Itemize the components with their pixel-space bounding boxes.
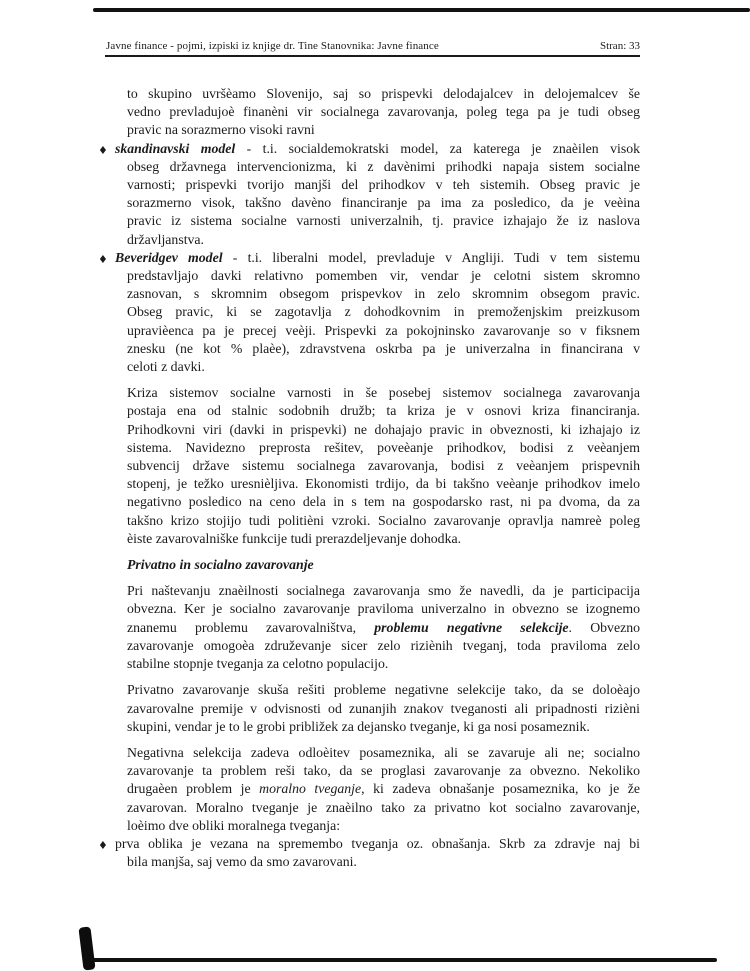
- header-title: Javne finance - pojmi, izpiski iz knjige dr. Tine Stanovnika: Javne finance: [106, 40, 439, 52]
- text-line: stopenj, je težko uresnièljiva. Ekonomisti trdijo, da bi takšno veèanje prihodkov imelo: [127, 476, 640, 492]
- bullet-diamond-icon: ♦: [98, 143, 108, 157]
- paragraph-privatno-zavarovanje: [127, 681, 640, 736]
- text-line: zavarovalne premije v odvisnosti od zunanjih znakov tveganosti ali pripadnosti rizièni: [127, 700, 640, 716]
- text-line: stabilne stopnje tveganja za celotno populacijo.: [127, 656, 389, 672]
- bullet-skandinavski-model: [98, 140, 640, 249]
- text-line: Privatno zavarovanje skuša rešiti probleme negativne selekcije tako, da se doloèajo: [127, 682, 640, 698]
- text-line: zasnovan, s skromnim obsegom prispevkov in zelo skromnim obsegom pravic.: [127, 286, 640, 302]
- bullet-beveridgev-model: [98, 249, 640, 376]
- text-line: zavarovan. Moralno tveganje je znaèilno tako za privatno kot socialno zavarovanje,: [127, 799, 640, 815]
- continued-list-item: [127, 85, 640, 140]
- text-line: pravic iz sistema socialne varnosti univerzalnih, tj. pravice izhajajo že iz naslova: [127, 213, 640, 229]
- text-line: drugaèen problem je moralno tveganje, ki zadeva obnašanje posameznika, ko je že: [127, 781, 640, 797]
- text-line: predstavljajo davki relativno pomemben vir, vendar je celotni sistem skromno: [127, 268, 640, 284]
- text-line: znesku (ne kot % plaèe), zdravstvena oskrba pa je univerzalna in financirana v: [127, 340, 640, 356]
- text-line: Kriza sistemov socialne varnosti in še posebej sistemov socialnega zavarovanja: [127, 385, 640, 401]
- text-line: celoti z davki.: [127, 359, 205, 375]
- paragraph-pri-nastevanju: [127, 582, 640, 673]
- text-line: takšno krizo stojijo tudi politièni vzroki. Socialno zavarovanje opravlja namreè poleg: [127, 512, 640, 528]
- scan-artifact-bottom-edge: [90, 958, 717, 962]
- text-line: negativno posledico na ceno dela in s tem na gospodarsko rast, ni pa dvoma, da za: [127, 494, 640, 510]
- text-line: vedno prevladujoè finanèni vir socialnega zavarovanja, poleg tega pa je tudi obseg: [127, 104, 640, 120]
- heading-privatno-in-socialno-zavarovanje: [127, 556, 640, 574]
- text-line: skupini, vendar je to le grobi približek za dejansko tveganje, ki ga nosi posameznik.: [127, 718, 590, 734]
- scan-artifact-top-edge: [93, 8, 750, 12]
- text-line: zavarovanje omogoèa združevanje sicer zelo riziènih tveganj, toda praviloma zelo: [127, 637, 640, 653]
- text-line: èiste zavarovalniške funkcije tudi prerazdeljevanje dohodka.: [127, 530, 462, 546]
- bullet-prva-oblika: [98, 835, 640, 871]
- paragraph-negativna-selekcija: [127, 744, 640, 835]
- text-line: sorazmerno visok, takšno davèno financiranje pa ima za posledico, da je veèina: [127, 195, 640, 211]
- text-line: Obseg pravic, ki se zagotavlja z dohodkovnim in premoženjskim preizkusom: [127, 304, 640, 320]
- text-line: bila manjša, saj vemo da smo zavarovani.: [127, 854, 357, 870]
- text-line: sistema. Navidezno preprosta rešitev, poveèanje prihodkov, bodisi z veèanjem: [127, 439, 640, 455]
- text-line: pravic na sorazmerno visoki ravni: [127, 122, 315, 138]
- text-line: Pri naštevanju znaèilnosti socialnega zavarovanja smo že navedli, da je participacija: [127, 583, 640, 599]
- header-rule: [105, 55, 640, 57]
- bullet-diamond-icon: ♦: [98, 838, 108, 852]
- header-page-number: Stran: 33: [599, 40, 640, 52]
- text-line: prva oblika je vezana na spremembo tveganja oz. obnašanja. Skrb za zdravje naj bi: [115, 835, 640, 851]
- text-line: upravièenca pa je precej veèji. Prispevki za pokojninsko zavarovanje so v fiksnem: [127, 322, 640, 338]
- text-line: znanemu problemu zavarovalništva, problemu negativne selekcije. Obvezno: [127, 619, 640, 635]
- text-line: subvencij države sistemu socialnega zavarovanja, bodisi z veèanjem prispevnih: [127, 458, 640, 474]
- text-line: obseg državnega intervencionizma, ki z davènimi prihodki napaja sistem socialne: [127, 158, 640, 174]
- text-line: Prihodkovni viri (davki in prispevki) ne dohajajo pravic in obveznosti, ki izhajajo iz: [127, 421, 640, 437]
- text-line: državljanstva.: [127, 231, 205, 247]
- text-line: Negativna selekcija zadeva odloèitev posameznika, ali se zavaruje ali ne; socialno: [127, 744, 640, 760]
- text-line: postaja ena od stalnic sodobnih družb; ta kriza je v osnovi kriza financiranja.: [127, 403, 640, 419]
- text-line: to skupino uvršèamo Slovenijo, saj so prispevki delodajalcev in delojemalcev še: [127, 86, 640, 101]
- text-line: obvezna. Ker je socialno zavarovanje praviloma univerzalno in obvezno se izognemo: [127, 601, 640, 617]
- scan-artifact-corner-blob: [78, 926, 95, 970]
- text-line: varnosti; prispevki tvorijo manjši del prihodkov v teh sistemih. Obseg pravic je: [127, 177, 640, 193]
- text-line: Beveridgev model - t.i. liberalni model, prevladuje v Angliji. Tudi v tem sistemu: [115, 249, 640, 265]
- text-line: skandinavski model - t.i. socialdemokratski model, za katerega je znaèilen visok: [115, 140, 640, 156]
- document-body: [98, 85, 640, 871]
- text-line: Privatno in socialno zavarovanje: [127, 557, 314, 573]
- bullet-diamond-icon: ♦: [98, 252, 108, 266]
- text-line: zavarovanje ta problem reši tako, da se proglasi zavarovanje za obvezno. Nekoliko: [127, 763, 640, 779]
- text-line: loèimo dve obliki moralnega tveganja:: [127, 817, 341, 833]
- paragraph-kriza-sistemov: [127, 384, 640, 548]
